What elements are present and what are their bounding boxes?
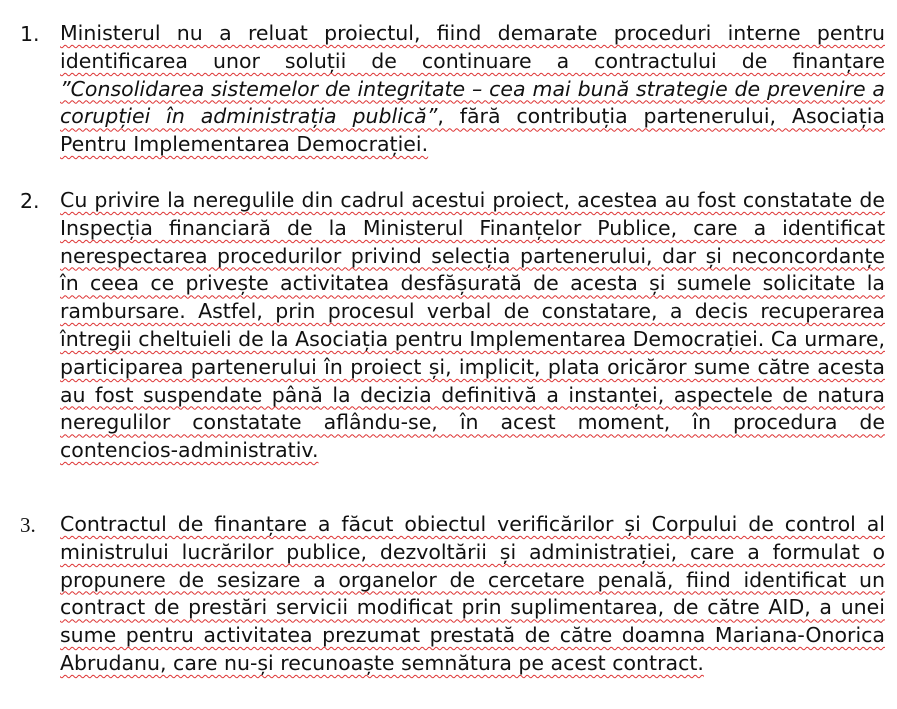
- list-number: 1.: [20, 22, 40, 46]
- paragraph-1: [60, 20, 885, 159]
- project-title-italic: ”Consolidarea sistemelor de integritate – cea mai bună strategie de prevenire a corupției în administrația publică”: [60, 76, 885, 129]
- list-number: 2.: [20, 189, 40, 213]
- paragraph-1-text-start: Ministerul nu a reluat proiectul, fiind demarate proceduri interne pentru identificarea unor soluții de continuare a contractului de finanțare: [60, 21, 885, 73]
- paragraph-1-text-end: , fără contribuția partenerului, Asociația Pentru Implementarea Democrației.: [60, 104, 885, 157]
- paragraph-2: Cu privire la neregulile din cadrul acestui proiect, acestea au fost constatate de Inspecția financiară de la Ministerul Finanțelor Publice, care a identificat nerespectarea procedurilor privind selecția partenerului, dar și neconcordanțe în ceea ce privește activitatea desfășurată de acesta și sumele solicitate la rambursare. Astfel, prin procesul verbal de constatare, a decis recuperarea întregii cheltuieli de la Asociația pentru Implementarea Democrației. Ca urmare, participarea partenerului în proiect și, implicit, plata oricăror sume către acesta au fost suspendate până la decizia definitivă a instanței, aspectele de natura neregulilor constatate aflându-se, în acest moment, în procedura de contencios-administrativ.: [60, 188, 885, 463]
- list-number: 3.: [20, 513, 36, 537]
- paragraph-3: Contractul de finanțare a făcut obiectul verificărilor și Corpului de control al ministrului lucrărilor publice, dezvoltării și administrației, care a formulat o propunere de sesizare a organelor de cercetare penală, fiind identificat un contract de prestări servicii modificat prin suplimentarea, de către AID, a unei sume pentru activitatea prezumat prestată de către doamna Mariana-Onorica Abrudanu, care nu-și recunoaște semnătura pe acest contract.: [60, 512, 885, 675]
